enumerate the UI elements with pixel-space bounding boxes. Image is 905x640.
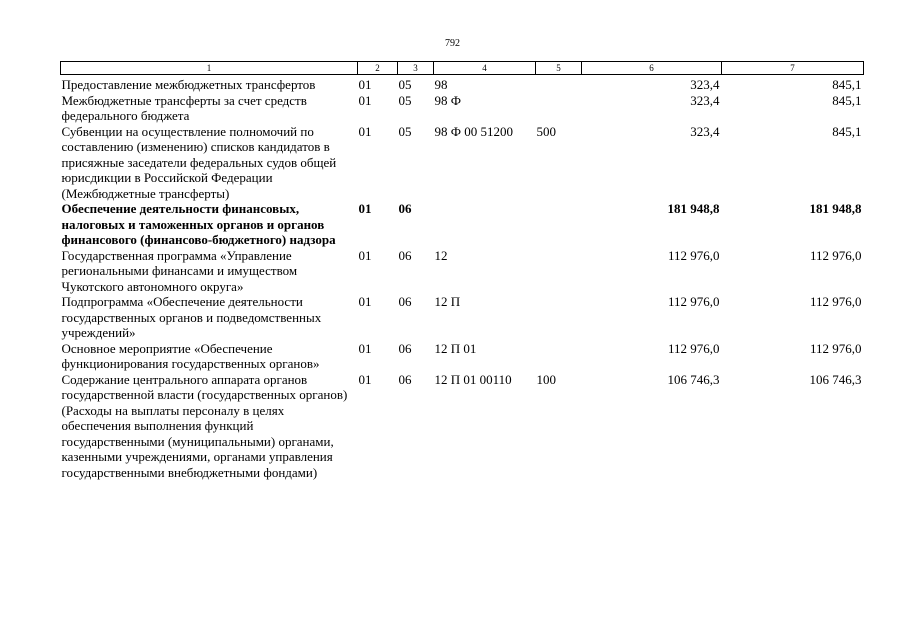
row-expense-type: [536, 294, 582, 341]
row-sum-1: 323,4: [690, 77, 720, 92]
row-expense-type: [536, 93, 582, 124]
row-name: Субвенции на осуществление полномочий по составлению (изменению) списков кандидатов в присяжные заседатели федеральных судов общей юрисдикции в Российской Федерации (Межбюджетные трансферты): [61, 123, 337, 201]
table-row: [61, 341, 864, 372]
row-expense-type: 100: [536, 371, 556, 387]
table-row: [61, 124, 864, 202]
row-subsection: 06: [398, 371, 412, 387]
row-section: 01: [358, 123, 372, 139]
row-sum-2: 845,1: [832, 92, 862, 108]
row-section: 01: [358, 371, 372, 387]
row-name: Обеспечение деятельности финансовых, налоговых и таможенных органов и органов финансового (финансово-бюджетного) надзора: [61, 201, 336, 247]
row-sum-1: 106 746,3: [667, 371, 720, 387]
row-sum-1: 181 948,8: [667, 201, 720, 216]
row-sum-1: 112 976,0: [667, 294, 720, 309]
row-sum-1: 112 976,0: [667, 340, 720, 356]
header-col-2: 2: [358, 62, 398, 75]
row-name: Подпрограмма «Обеспечение деятельности государственных органов и подведомственных учреждений»: [61, 294, 322, 340]
row-target-article: [434, 201, 536, 248]
table-row: [61, 201, 864, 248]
row-sum-2: 845,1: [832, 123, 862, 139]
row-section: 01: [358, 92, 372, 108]
row-section: 01: [358, 340, 372, 356]
row-subsection: 06: [398, 294, 412, 309]
row-subsection: 06: [398, 340, 412, 356]
row-section: 01: [358, 294, 372, 309]
row-name: Предоставление межбюджетных трансфертов: [61, 77, 316, 92]
row-sum-2: 106 746,3: [809, 371, 862, 387]
budget-table: [60, 61, 864, 480]
row-sum-2: 845,1: [832, 77, 862, 92]
row-expense-type: [536, 201, 582, 248]
page-number: 792: [445, 38, 460, 49]
row-sum-1: 112 976,0: [667, 247, 720, 263]
row-sum-2: 112 976,0: [809, 340, 862, 356]
row-name: Межбюджетные трансферты за счет средств федерального бюджета: [61, 92, 307, 123]
row-target-article: 98 Ф 00 51200: [434, 123, 514, 139]
table-row: [61, 294, 864, 341]
column-number-header: [61, 62, 864, 75]
row-subsection: 05: [398, 77, 412, 92]
row-target-article: 12 П 01: [434, 340, 477, 356]
row-target-article: 12: [434, 247, 448, 263]
table-row: [61, 248, 864, 295]
header-col-3: 3: [398, 62, 434, 75]
header-col-5: 5: [536, 62, 582, 75]
table-row: [61, 75, 864, 93]
row-subsection: 06: [398, 247, 412, 263]
row-section: 01: [358, 201, 372, 216]
row-sum-1: 323,4: [690, 92, 720, 108]
row-expense-type: 500: [536, 123, 556, 139]
row-name: Государственная программа «Управление региональными финансами и имуществом Чукотского автономного округа»: [61, 247, 298, 294]
row-name: Содержание центрального аппарата органов государственной власти (государственных органов) (Расходы на выплаты персоналу в целях обеспечения выполнения функций государственными (муниципальными) органами, казенными учреждениями, органами управления государственными внебюджетными фондами): [61, 371, 348, 480]
row-target-article: 98: [434, 77, 448, 92]
row-target-article: 98 Ф: [434, 92, 462, 108]
row-target-article: 12 П: [434, 294, 461, 309]
row-sum-2: 112 976,0: [809, 294, 862, 309]
row-section: 01: [358, 247, 372, 263]
row-sum-1: 323,4: [690, 123, 720, 139]
header-col-1: 1: [61, 62, 358, 75]
table-row: [61, 93, 864, 124]
row-sum-2: 112 976,0: [809, 247, 862, 263]
row-expense-type: [536, 341, 582, 372]
header-col-6: 6: [582, 62, 722, 75]
row-subsection: 05: [398, 92, 412, 108]
row-section: 01: [358, 77, 372, 92]
row-expense-type: [536, 75, 582, 93]
table-row: [61, 372, 864, 481]
row-subsection: 05: [398, 123, 412, 139]
row-expense-type: [536, 248, 582, 295]
header-col-7: 7: [722, 62, 864, 75]
row-name: Основное мероприятие «Обеспечение функционирования государственных органов»: [61, 340, 320, 371]
header-col-4: 4: [434, 62, 536, 75]
row-target-article: 12 П 01 00110: [434, 371, 512, 387]
row-subsection: 06: [398, 201, 412, 216]
row-sum-2: 181 948,8: [809, 201, 862, 216]
